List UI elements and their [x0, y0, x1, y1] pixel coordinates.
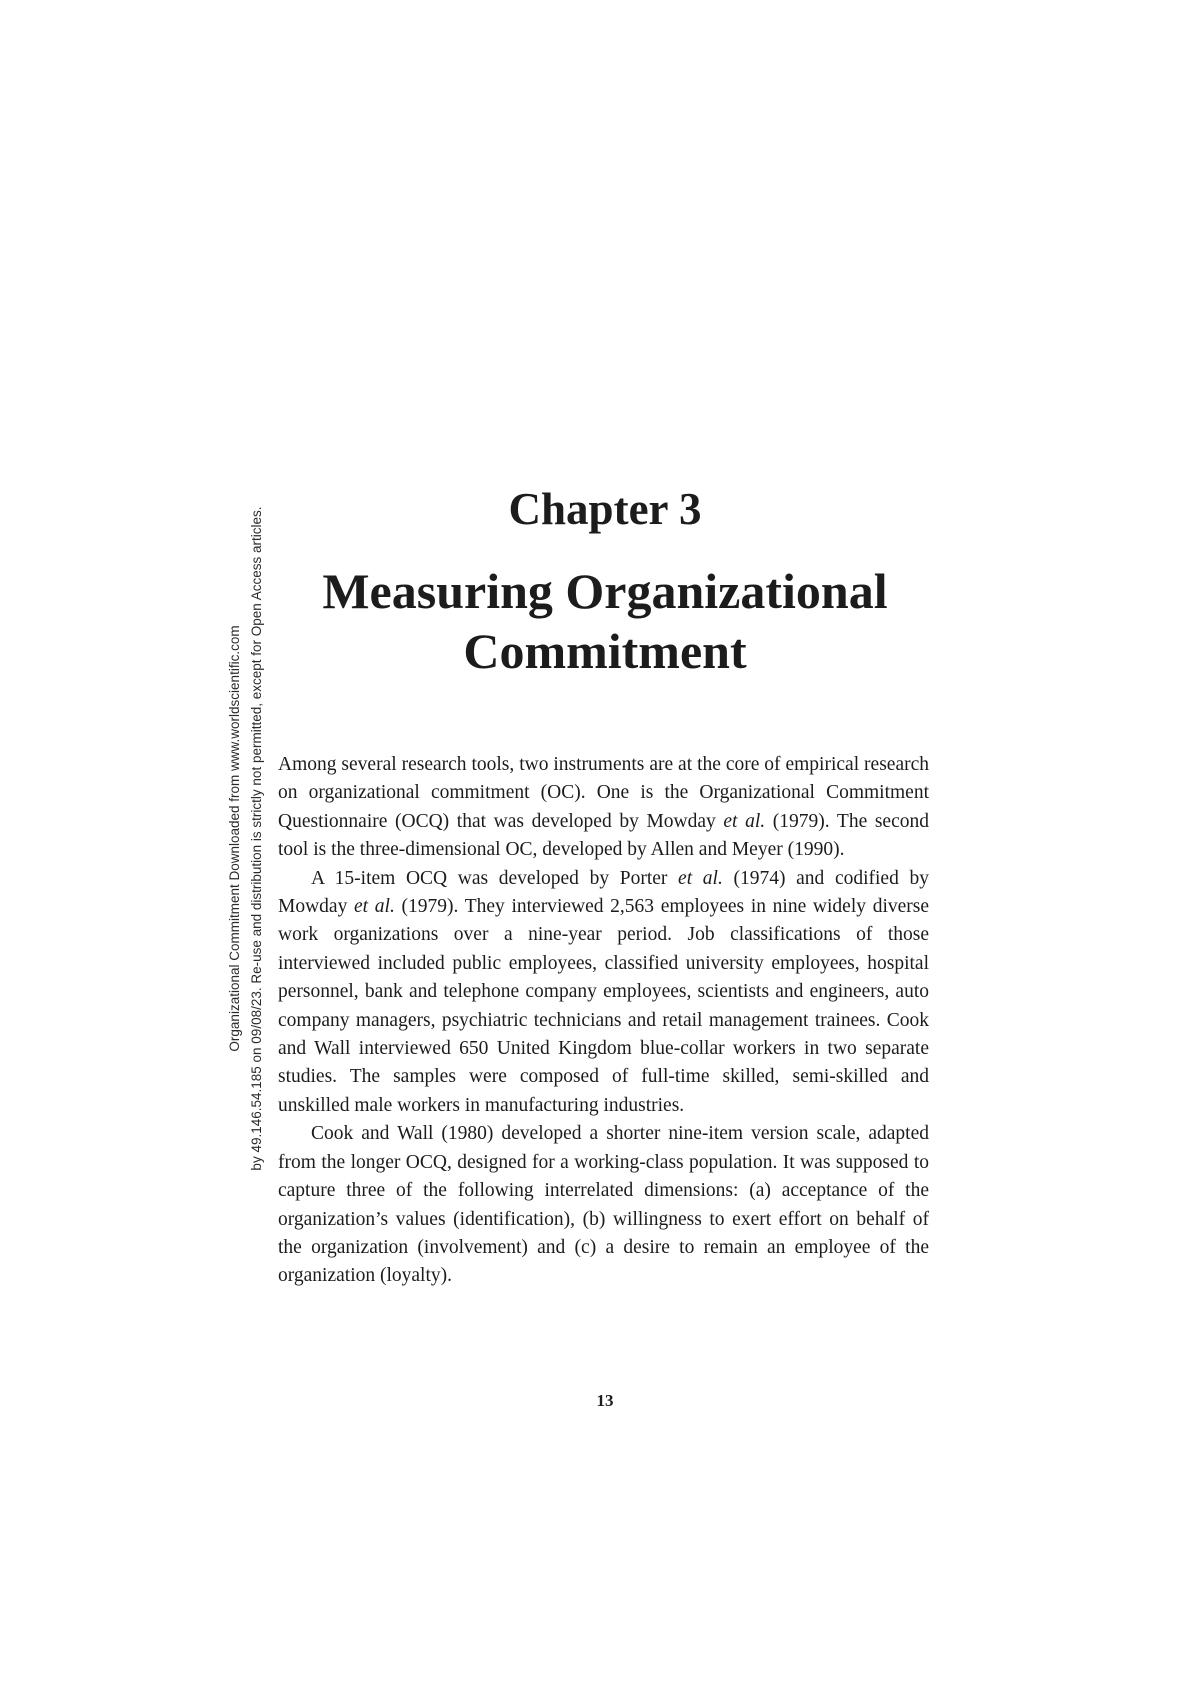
page-number: 13 — [596, 1391, 614, 1410]
paragraph-3: Cook and Wall (1980) developed a shorter nine-item version scale, adapted from the longer OCQ, designed for a working-class population. It was supposed to capture three of the following interrelated dimensions: (a) acceptance of the organization’s values (identification), (b) willingness to exert effort on behalf of the organization (involvement) and (c) a desire to remain an employee of the organization (loyalty). — [278, 1123, 929, 1287]
watermark-line-2: by 49.146.54.185 on 09/08/23. Re-use and distribution is strictly not permitted, except for Open Access articles. — [249, 506, 264, 1171]
paragraph-2-et-al-porter: et al. — [678, 867, 723, 889]
paragraph-2-part-c: (1974) and codified by Mowday — [278, 867, 929, 918]
paragraph-2-et-al-mowday: et al. — [354, 896, 395, 918]
paragraph-2-part-a: A 15-item OCQ was developed by Porter — [311, 867, 679, 889]
chapter-title-line-2: Commitment — [463, 623, 747, 679]
chapter-label: Chapter 3 — [508, 484, 702, 534]
paragraph-1-et-al: et al. — [723, 810, 766, 832]
watermark-line-1: Organizational Commitment Downloaded from www.worldscientific.com — [227, 625, 242, 1052]
paragraph-1 — [278, 751, 929, 865]
chapter-title — [270, 561, 940, 681]
paragraph-2 — [278, 865, 929, 1121]
paragraph-1-part-c: (1979). The second tool is the three-dimensional OC, developed by Allen and Meyer (1990). — [278, 810, 929, 861]
paragraph-2-part-e: (1979). They interviewed 2,563 employees in nine widely diverse work organizations over a nine-year period. Job classifications of those interviewed included public employees, classified university employees, hospital personnel, bank and telephone company employees, scientists and engineers, auto company managers, psychiatric technicians and retail management trainees. Cook and Wall interviewed 650 United Kingdom blue-collar workers in two separate studies. The samples were composed of full-time skilled, semi-skilled and unskilled male workers in manufacturing industries. — [278, 896, 929, 1116]
chapter-body — [278, 751, 929, 1291]
chapter-title-line-1: Measuring Organizational — [322, 563, 888, 619]
download-watermark — [224, 471, 268, 1206]
paragraph-1-part-a: Among several research tools, two instruments are at the core of empirical research on organizational commitment (OC). One is the Organizational Commitment Questionnaire (OCQ) that was developed by Mowday — [278, 754, 929, 832]
